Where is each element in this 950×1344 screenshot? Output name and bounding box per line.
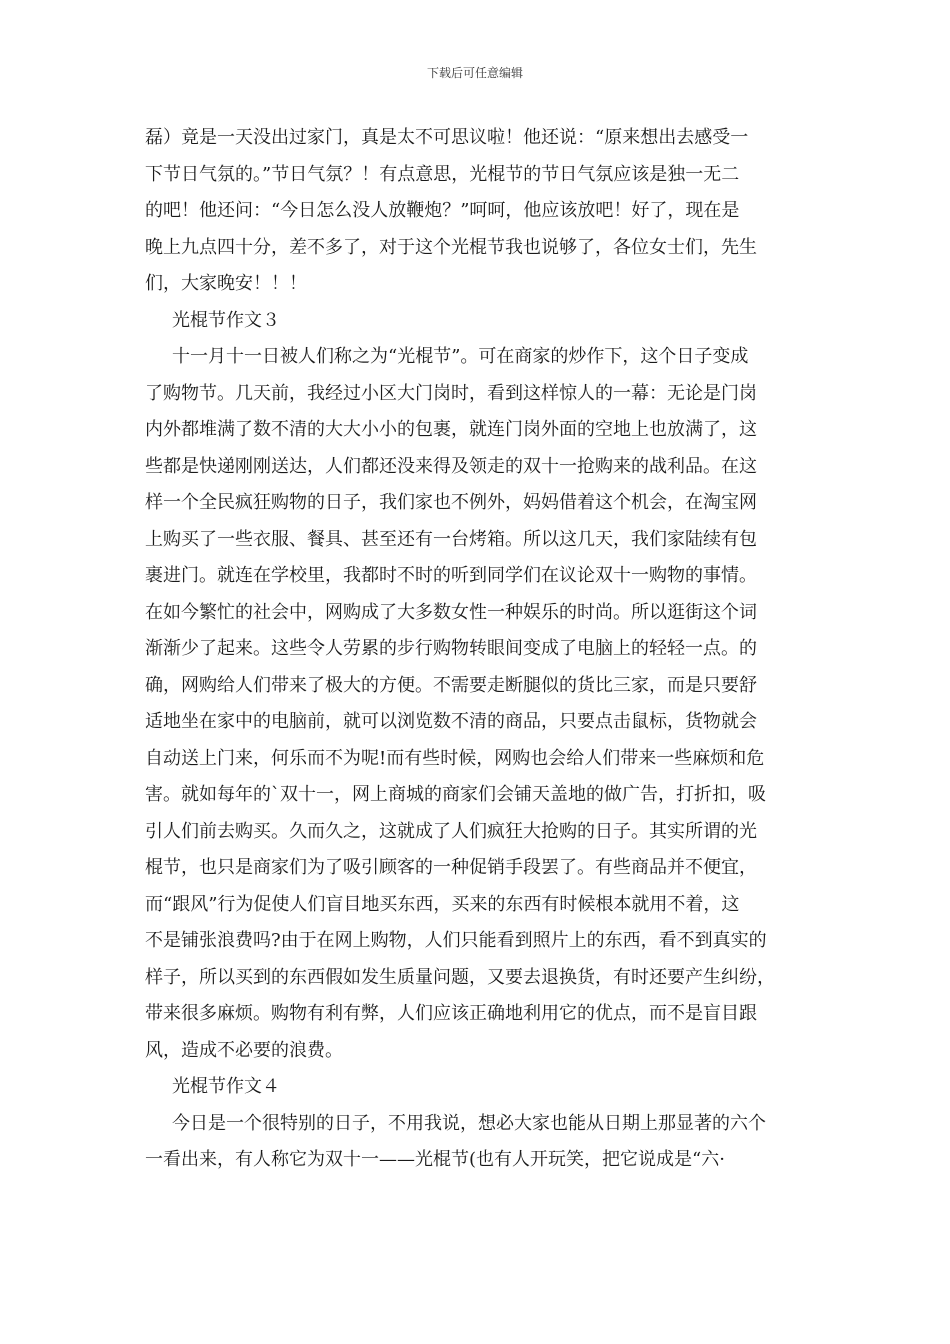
text-line: 上购买了一些衣服、餐具、甚至还有一台烤箱。所以这几天，我们家陆续有包 xyxy=(145,528,757,550)
text-line: 些都是快递刚刚送达，人们都还没来得及领走的双十一抢购来的战利品。在这 xyxy=(145,455,757,477)
text-line: 磊）竟是一天没出过家门，真是太不可思议啦！他还说：“原来想出去感受一 xyxy=(145,127,749,148)
text-line: 光棍节作文４ xyxy=(172,1076,280,1097)
text-line: 们，大家晚安！！！ xyxy=(145,273,307,294)
text-line: 适地坐在家中的电脑前，就可以浏览数不清的商品，只要点击鼠标，货物就会 xyxy=(145,711,757,732)
text-line: 带来很多麻烦。购物有利有弊，人们应该正确地利用它的优点，而不是盲目跟 xyxy=(145,1003,757,1024)
text-line: 在如今繁忙的社会中，网购成了大多数女性一种娱乐的时尚。所以逛街这个词 xyxy=(145,601,757,623)
text-line: 棍节，也只是商家们为了吸引顾客的一种促销手段罢了。有些商品并不便宜， xyxy=(145,857,757,878)
text-line: 渐渐少了起来。这些令人劳累的步行购物转眼间变成了电脑上的轻轻一点。的 xyxy=(145,638,757,659)
text-line: 内外都堆满了数不清的大大小小的包裹，就连门岗外面的空地上也放满了，这 xyxy=(145,419,757,440)
text-line: 的吧！他还问：“今日怎么没人放鞭炮？”呵呵，他应该放吧！好了，现在是 xyxy=(145,200,740,221)
text-line: 样一个全民疯狂购物的日子，我们家也不例外，妈妈借着这个机会，在淘宝网 xyxy=(145,492,757,513)
text-line: 了购物节。几天前，我经过小区大门岗时，看到这样惊人的一幕：无论是门岗 xyxy=(145,382,757,404)
text-line: 不是铺张浪费吗?由于在网上购物，人们只能看到照片上的东西，看不到真实的 xyxy=(145,930,767,951)
text-line: 自动送上门来，何乐而不为呢!而有些时候，网购也会给人们带来一些麻烦和危 xyxy=(145,747,765,769)
text-line: 今日是一个很特别的日子，不用我说，想必大家也能从日期上那显著的六个 xyxy=(172,1112,766,1134)
text-line: 一看出来，有人称它为双十一——光棍节(也有人开玩笑，把它说成是“六· xyxy=(145,1149,725,1170)
text-line: 风，造成不必要的浪费。 xyxy=(145,1039,343,1061)
text-line: 引人们前去购买。久而久之，这就成了人们疯狂大抢购的日子。其实所谓的光 xyxy=(145,820,757,842)
text-line: 十一月十一日被人们称之为“光棍节”。可在商家的炒作下，这个日子变成 xyxy=(172,346,749,367)
text-line: 裹进门。就连在学校里，我都时不时的听到同学们在议论双十一购物的事情。 xyxy=(145,565,757,586)
text-line: 晚上九点四十分，差不多了，对于这个光棍节我也说够了，各位女士们，先生 xyxy=(145,236,757,258)
text-line: 害。就如每年的`双十一，网上商城的商家们会铺天盖地的做广告，打折扣，吸 xyxy=(145,784,766,805)
text-line: 确，网购给人们带来了极大的方便。不需要走断腿似的货比三家，而是只要舒 xyxy=(145,674,757,696)
text-line: 样子，所以买到的东西假如发生质量问题，又要去退换货，有时还要产生纠纷， xyxy=(145,966,775,988)
text-line: 下节日气氛的。”节日气氛？！有点意思，光棍节的节日气氛应该是独一无二 xyxy=(145,163,740,185)
text-line: 光棍节作文３ xyxy=(172,309,280,331)
page-header: 下载后可任意编辑 xyxy=(426,66,523,80)
document-body xyxy=(145,120,815,1179)
text-line: 而“跟风”行为促使人们盲目地买东西，买来的东西有时候根本就用不着，这 xyxy=(145,893,740,915)
